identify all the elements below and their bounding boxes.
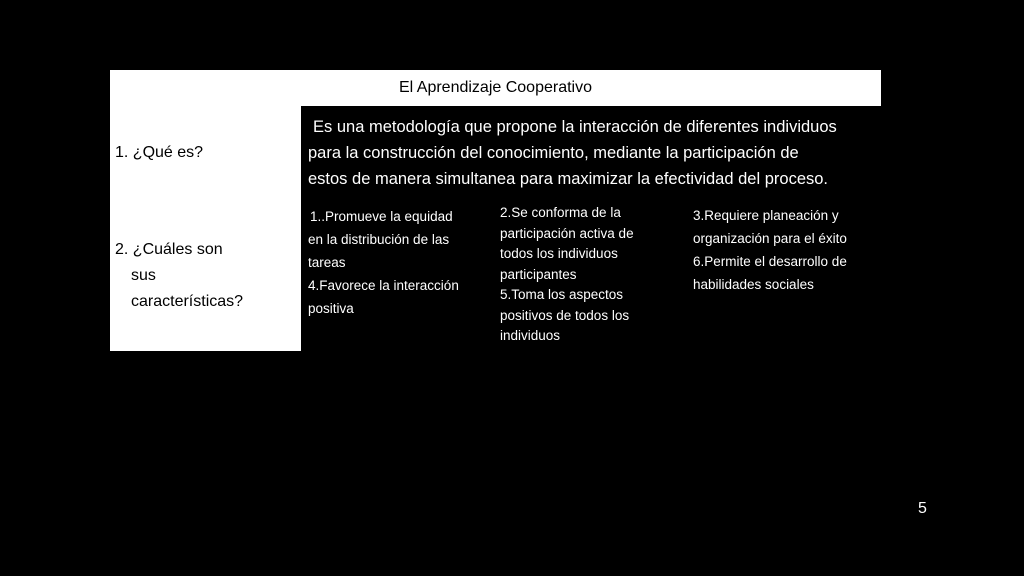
question-characteristics (115, 237, 243, 315)
characteristic-line: positivos de todos los (500, 307, 630, 323)
definition-line: para la construcción del conocimiento, mediante la participación de (308, 144, 799, 162)
characteristic-line: habilidades sociales (693, 277, 814, 292)
characteristic-line: individuos (500, 328, 561, 343)
characteristics-column-1 (308, 205, 459, 320)
question-what-is: 1. ¿Qué es? (115, 144, 204, 161)
characteristic-line: 3.Requiere planeación y (693, 208, 839, 223)
characteristic-line: tareas (308, 255, 346, 270)
characteristic-line: todos los individuos (500, 246, 618, 261)
definition-line: estos de manera simultanea para maximizar la efectividad del proceso. (308, 170, 829, 188)
characteristic-line: 5.Toma los aspectos (500, 287, 624, 302)
characteristic-line: 1..Promueve la equidad (310, 209, 453, 224)
characteristic-line: participantes (500, 266, 577, 282)
characteristic-line: positiva (308, 301, 354, 316)
characteristic-line: participación activa de (500, 225, 634, 241)
question-characteristics-line: 2. ¿Cuáles son (115, 241, 223, 258)
characteristics-column-3 (693, 204, 847, 296)
page-number: 5 (918, 500, 927, 517)
definition-text (308, 114, 880, 192)
characteristic-line: 4.Favorece la interacción (308, 278, 459, 293)
question-characteristics-line: sus (131, 267, 156, 284)
characteristics-column-2 (500, 203, 634, 347)
characteristic-line: 2.Se conforma de la (500, 205, 621, 220)
table-title: El Aprendizaje Cooperativo (110, 70, 881, 106)
characteristic-line: en la distribución de las (308, 232, 450, 247)
characteristic-line: organización para el éxito (693, 231, 847, 246)
question-characteristics-line: características? (131, 293, 244, 310)
definition-line: Es una metodología que propone la interacción de diferentes individuos (313, 118, 837, 136)
characteristic-line: 6.Permite el desarrollo de (693, 254, 847, 269)
